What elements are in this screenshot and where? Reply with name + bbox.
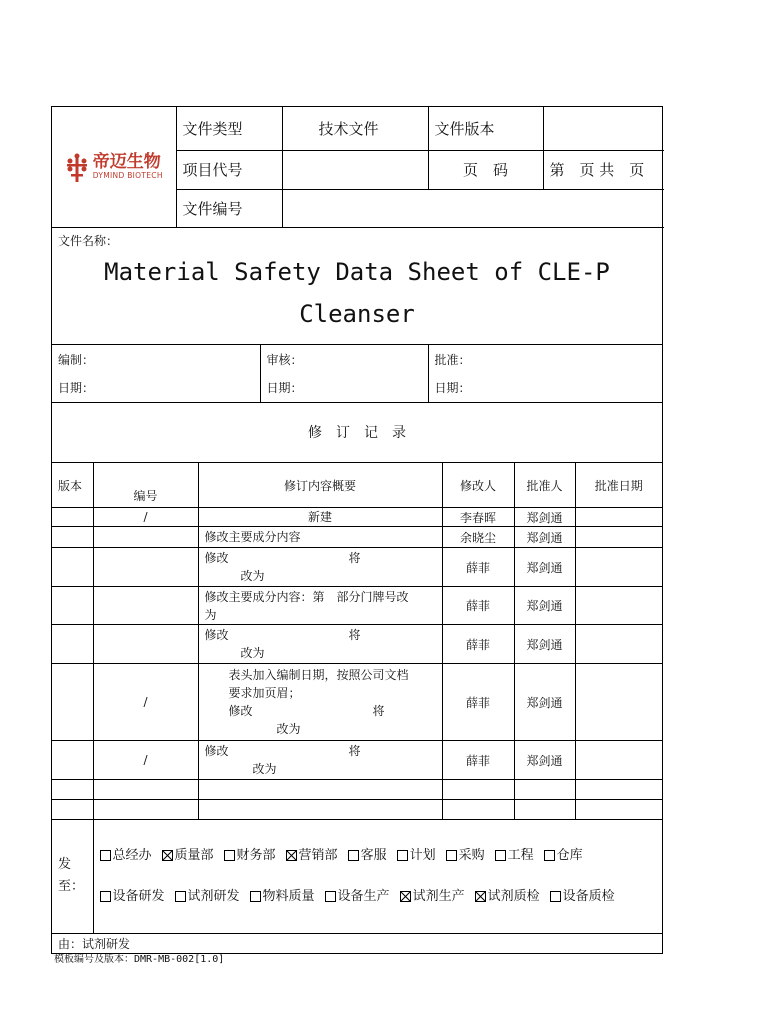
- distribution-option[interactable]: [286, 844, 338, 863]
- project-code-label: 项目代号: [176, 150, 282, 189]
- distribution-row-2: [100, 888, 659, 906]
- checkbox-icon[interactable]: [175, 891, 186, 902]
- distribution-option[interactable]: [175, 888, 240, 906]
- doc-title-line2: Cleanser: [299, 299, 415, 328]
- revision-table: [52, 463, 662, 821]
- revision-author: 李春晖: [442, 508, 514, 527]
- revision-summary-line: 改为: [204, 569, 265, 583]
- page-label: 页 码: [428, 150, 543, 189]
- revision-row: [52, 664, 662, 741]
- checkbox-icon[interactable]: [544, 850, 555, 861]
- distribution-table: [52, 820, 662, 934]
- doc-version-value: [543, 107, 664, 150]
- distribution-option-label: 设备研发: [112, 889, 165, 904]
- revision-approver: 郑剑通: [514, 587, 575, 625]
- revision-version: [52, 527, 93, 548]
- revision-number: [93, 587, 198, 625]
- col-number: 编号: [93, 463, 198, 508]
- revision-date: [575, 800, 662, 820]
- distribution-option-label: 总经办: [112, 848, 152, 863]
- revision-date: [575, 780, 662, 800]
- revision-author: [442, 800, 514, 820]
- doc-type-value: 技术文件: [282, 107, 428, 150]
- revision-number: [93, 527, 198, 548]
- distribution-option-label: 营销部: [298, 848, 338, 863]
- revision-date: [575, 625, 662, 664]
- revision-summary-line: 表头加入编制日期，按照公司文档: [228, 668, 409, 682]
- revision-summary: [198, 508, 442, 527]
- checkbox-icon[interactable]: [100, 850, 111, 861]
- reviewed-by: 审核：: [260, 345, 428, 374]
- revision-summary-line: 改为: [204, 762, 277, 776]
- distribution-cell: [93, 820, 662, 933]
- distribution-option[interactable]: [348, 844, 387, 863]
- revision-summary-line: 修改 将: [204, 628, 361, 642]
- revision-author: 薛菲: [442, 664, 514, 741]
- reviewed-date: 日期：: [260, 374, 428, 403]
- doc-number-label: 文件编号: [176, 189, 282, 227]
- doc-title-line1: Material Safety Data Sheet of CLE-P: [104, 257, 610, 286]
- distribution-row-1: [100, 844, 659, 888]
- revision-header-row: [52, 463, 662, 508]
- distribution-option-label: 采购: [458, 848, 485, 863]
- revision-summary-line: 要求加页眉；: [228, 686, 301, 700]
- distribution-option[interactable]: [397, 844, 436, 863]
- revision-version: [52, 625, 93, 664]
- distribution-label-text: 发至：: [58, 857, 85, 895]
- revision-summary: [198, 548, 442, 587]
- distribution-label: [52, 820, 93, 933]
- revision-approver: 郑剑通: [514, 548, 575, 587]
- revision-summary-line: 为: [204, 607, 217, 622]
- prepared-date: 日期：: [52, 374, 260, 403]
- revision-row: [52, 527, 662, 548]
- doc-number-value: [282, 189, 664, 227]
- col-author: 修改人: [442, 463, 514, 508]
- revision-row: [52, 741, 662, 780]
- template-footer: 模板编号及版本：DMR-MB-002[1.0]: [54, 954, 225, 965]
- revision-row: [52, 508, 662, 527]
- distribution-option[interactable]: [100, 888, 165, 906]
- revision-summary-line: 改为: [204, 646, 265, 660]
- distribution-option[interactable]: [162, 844, 214, 863]
- revision-row: [52, 625, 662, 664]
- revision-summary-line: 修改主要成分内容: [204, 530, 301, 544]
- logo-text-cn: 帝迈生物: [92, 152, 161, 173]
- revision-version: [52, 548, 93, 587]
- checked-box-icon[interactable]: [286, 850, 297, 861]
- document-frame: [51, 106, 663, 954]
- revision-approver: 郑剑通: [514, 527, 575, 548]
- revision-summary-line: 修改 将: [204, 551, 361, 565]
- col-approver: 批准人: [514, 463, 575, 508]
- revision-number: [93, 780, 198, 800]
- revision-date: [575, 548, 662, 587]
- revision-summary-line: 修改主要成分内容：第 部分门牌号改: [204, 589, 409, 604]
- revision-summary: [198, 741, 442, 780]
- revision-summary-line: 新建: [307, 510, 332, 524]
- revision-summary: [198, 664, 442, 741]
- distribution-option-label: 仓库: [556, 848, 583, 863]
- distribution-option[interactable]: [544, 844, 583, 863]
- revision-number: [93, 625, 198, 664]
- project-code-value: [282, 150, 428, 189]
- revision-row: [52, 800, 662, 820]
- revision-author: 薛菲: [442, 625, 514, 664]
- revision-author: [442, 780, 514, 800]
- revision-author: 薛菲: [442, 548, 514, 587]
- from-dept: 由：试剂研发: [58, 936, 131, 951]
- checkbox-icon[interactable]: [397, 850, 408, 861]
- doc-type-label: 文件类型: [176, 107, 282, 150]
- revision-author: 薛菲: [442, 741, 514, 780]
- revision-author: 余晓尘: [442, 527, 514, 548]
- distribution-option[interactable]: [224, 844, 276, 863]
- page-value: 第 页 共 页: [543, 150, 664, 189]
- distribution-option[interactable]: [550, 888, 615, 906]
- revision-summary: [198, 587, 442, 625]
- revision-author: 薛菲: [442, 587, 514, 625]
- distribution-option[interactable]: [400, 888, 465, 906]
- distribution-option[interactable]: [325, 888, 390, 906]
- logo-cell: [52, 107, 176, 227]
- logo-text-en: DYMIND BIOTECH: [92, 171, 163, 181]
- revision-number: /: [93, 664, 198, 741]
- checkbox-icon[interactable]: [250, 891, 261, 902]
- revision-approver: 郑剑通: [514, 664, 575, 741]
- col-approve-date: 批准日期: [575, 463, 662, 508]
- prepared-by: 编制：: [52, 345, 260, 374]
- checkbox-icon[interactable]: [100, 891, 111, 902]
- revision-version: [52, 800, 93, 820]
- distribution-option-label: 财务部: [236, 848, 276, 863]
- checkbox-icon[interactable]: [224, 850, 235, 861]
- revision-date: [575, 587, 662, 625]
- revision-version: [52, 587, 93, 625]
- revision-summary-line: 改为: [228, 722, 301, 736]
- revision-number: [93, 548, 198, 587]
- distribution-option-label: 质量部: [174, 848, 214, 863]
- revision-date: [575, 508, 662, 527]
- checkbox-icon[interactable]: [348, 850, 359, 861]
- distribution-option-label: 试剂研发: [187, 889, 240, 904]
- distribution-option[interactable]: [495, 844, 534, 863]
- revision-heading-table: [52, 403, 662, 463]
- revision-version: [52, 664, 93, 741]
- doc-version-label: 文件版本: [428, 107, 543, 150]
- checkbox-icon[interactable]: [325, 891, 336, 902]
- revision-number: /: [93, 508, 198, 527]
- revision-row: [52, 587, 662, 625]
- revision-summary: [198, 527, 442, 548]
- checked-box-icon[interactable]: [400, 891, 411, 902]
- revision-date: [575, 664, 662, 741]
- col-version: 版本: [52, 463, 93, 508]
- revision-approver: [514, 780, 575, 800]
- title-table: [52, 228, 662, 345]
- revision-approver: 郑剑通: [514, 508, 575, 527]
- revision-summary: [198, 625, 442, 664]
- distribution-option-label: 计划: [409, 848, 436, 863]
- revision-version: [52, 780, 93, 800]
- revision-date: [575, 527, 662, 548]
- distribution-option-label: 试剂质检: [487, 889, 540, 904]
- checked-box-icon[interactable]: [475, 891, 486, 902]
- revision-version: [52, 741, 93, 780]
- header-table: [52, 107, 664, 228]
- distribution-option[interactable]: [100, 844, 152, 863]
- checkbox-icon[interactable]: [446, 850, 457, 861]
- revision-summary: [198, 800, 442, 820]
- company-logo: [58, 152, 170, 182]
- distribution-option-label: 设备质检: [562, 889, 615, 904]
- revision-summary-line: 修改 将: [204, 744, 361, 758]
- revision-approver: 郑剑通: [514, 625, 575, 664]
- revision-summary-line: 修改 将: [228, 704, 385, 718]
- revision-number: /: [93, 741, 198, 780]
- revision-row: [52, 548, 662, 587]
- distribution-option-label: 客服: [360, 848, 387, 863]
- logo-mark-icon: [65, 152, 89, 182]
- revision-approver: [514, 800, 575, 820]
- approved-by: 批准：: [428, 345, 662, 374]
- checked-box-icon[interactable]: [162, 850, 173, 861]
- signoff-table: [52, 345, 662, 404]
- col-summary: 修订内容概要: [198, 463, 442, 508]
- title-cell: [52, 228, 662, 345]
- doc-name-label: 文件名称：: [58, 233, 119, 248]
- revision-row: [52, 780, 662, 800]
- distribution-option-label: 试剂生产: [412, 889, 465, 904]
- distribution-option-label: 物料质量: [262, 889, 315, 904]
- distribution-option-label: 设备生产: [337, 889, 390, 904]
- distribution-option[interactable]: [475, 888, 540, 906]
- revision-approver: 郑剑通: [514, 741, 575, 780]
- checkbox-icon[interactable]: [550, 891, 561, 902]
- distribution-option[interactable]: [250, 888, 315, 906]
- revision-version: [52, 508, 93, 527]
- distribution-option[interactable]: [446, 844, 485, 863]
- revision-heading: 修 订 记 录: [52, 403, 662, 462]
- checkbox-icon[interactable]: [495, 850, 506, 861]
- revision-date: [575, 741, 662, 780]
- revision-number: [93, 800, 198, 820]
- approved-date: 日期：: [428, 374, 662, 403]
- revision-summary: [198, 780, 442, 800]
- distribution-option-label: 工程: [507, 848, 534, 863]
